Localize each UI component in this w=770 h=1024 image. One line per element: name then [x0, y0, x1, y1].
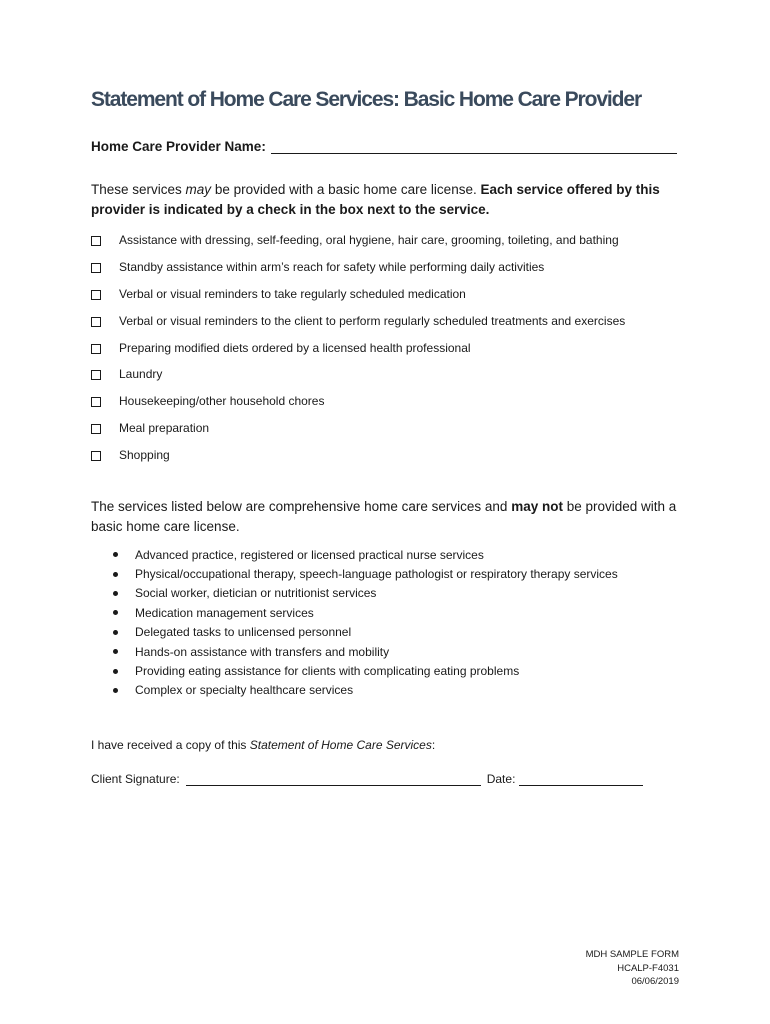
service-checkbox[interactable] [91, 451, 101, 461]
service-label: Preparing modified diets ordered by a licensed health professional [119, 340, 471, 355]
bullet-icon [113, 688, 118, 693]
list-item [113, 623, 618, 642]
bullet-icon [113, 591, 118, 596]
form-footer [586, 948, 679, 989]
list-item-label: Delegated tasks to unlicensed personnel [135, 625, 352, 640]
client-signature-label: Client Signature: [91, 772, 180, 786]
service-label: Shopping [119, 448, 170, 463]
service-item [91, 287, 625, 314]
list-item [113, 564, 618, 583]
service-checkbox[interactable] [91, 236, 101, 246]
comp-intro-text-1: The services listed below are comprehensive home care services and [91, 499, 512, 514]
received-italic: Statement of Home Care Services [249, 738, 432, 752]
basic-services-checklist [91, 233, 625, 475]
list-item-label: Medication management services [135, 605, 314, 620]
service-item [91, 448, 625, 475]
service-label: Laundry [119, 367, 163, 382]
service-checkbox[interactable] [91, 424, 101, 434]
service-label: Meal preparation [119, 421, 210, 436]
service-checkbox[interactable] [91, 263, 101, 273]
service-item [91, 421, 625, 448]
service-label: Verbal or visual reminders to the client to perform regularly scheduled treatments and exercises [119, 313, 626, 328]
list-item-label: Providing eating assistance for clients with complicating eating problems [135, 664, 520, 679]
service-item [91, 314, 625, 341]
intro-text-1: These services [91, 182, 186, 197]
bullet-icon [113, 669, 118, 674]
list-item [113, 603, 618, 622]
comp-intro-may-not: may not [511, 499, 563, 514]
bullet-icon [113, 630, 118, 635]
service-checkbox[interactable] [91, 344, 101, 354]
received-statement [91, 738, 435, 752]
list-item-label: Advanced practice, registered or licensed practical nurse services [135, 547, 484, 562]
provider-name-row [91, 139, 677, 154]
signature-row [91, 772, 643, 786]
service-checkbox[interactable] [91, 397, 101, 407]
service-item [91, 367, 625, 394]
list-item [113, 642, 618, 661]
list-item [113, 545, 618, 564]
intro-text-2: be provided with a basic home care license. [211, 182, 481, 197]
service-item [91, 260, 625, 287]
bullet-icon [113, 572, 118, 577]
client-signature-field[interactable] [186, 772, 481, 786]
intro-bold: Each service offered by this provider is indicated by a check in the box next to the service. [91, 182, 660, 217]
list-item-label: Physical/occupational therapy, speech-language pathologist or respiratory therapy services [135, 567, 618, 582]
service-checkbox[interactable] [91, 317, 101, 327]
service-item [91, 341, 625, 368]
service-checkbox[interactable] [91, 290, 101, 300]
list-item [113, 661, 618, 680]
comprehensive-intro-paragraph [91, 497, 691, 537]
list-item-label: Social worker, dietician or nutritionist services [135, 586, 377, 601]
comprehensive-services-list [113, 545, 618, 700]
service-label: Assistance with dressing, self-feeding, oral hygiene, hair care, grooming, toileting, and bathing [119, 233, 619, 247]
service-item [91, 233, 625, 260]
provider-name-field[interactable] [271, 139, 677, 154]
list-item-label: Complex or specialty healthcare services [135, 683, 354, 698]
service-item [91, 394, 625, 421]
page-title: Statement of Home Care Services: Basic Home Care Provider [91, 88, 642, 111]
footer-line-3: 06/06/2019 [631, 976, 679, 987]
service-label: Standby assistance within arm’s reach for safety while performing daily activities [119, 259, 545, 274]
service-label: Housekeeping/other household chores [119, 394, 325, 409]
list-item [113, 584, 618, 603]
bullet-icon [113, 610, 118, 615]
bullet-icon [113, 552, 118, 557]
footer-line-1: MDH SAMPLE FORM [585, 949, 679, 960]
service-label: Verbal or visual reminders to take regularly scheduled medication [119, 286, 466, 301]
service-checkbox[interactable] [91, 370, 101, 380]
intro-paragraph [91, 180, 691, 220]
bullet-icon [113, 649, 118, 654]
received-text-1: I have received a copy of this [91, 738, 250, 752]
comp-intro-text-2: be provided with a basic home care license. [91, 499, 677, 534]
date-field[interactable] [519, 772, 643, 786]
date-label: Date: [486, 772, 516, 786]
intro-may: may [185, 182, 212, 197]
provider-name-label: Home Care Provider Name: [91, 139, 266, 154]
list-item [113, 681, 618, 700]
list-item-label: Hands-on assistance with transfers and mobility [135, 644, 390, 659]
footer-line-2: HCALP-F4031 [617, 962, 679, 974]
received-text-2: : [431, 738, 436, 752]
